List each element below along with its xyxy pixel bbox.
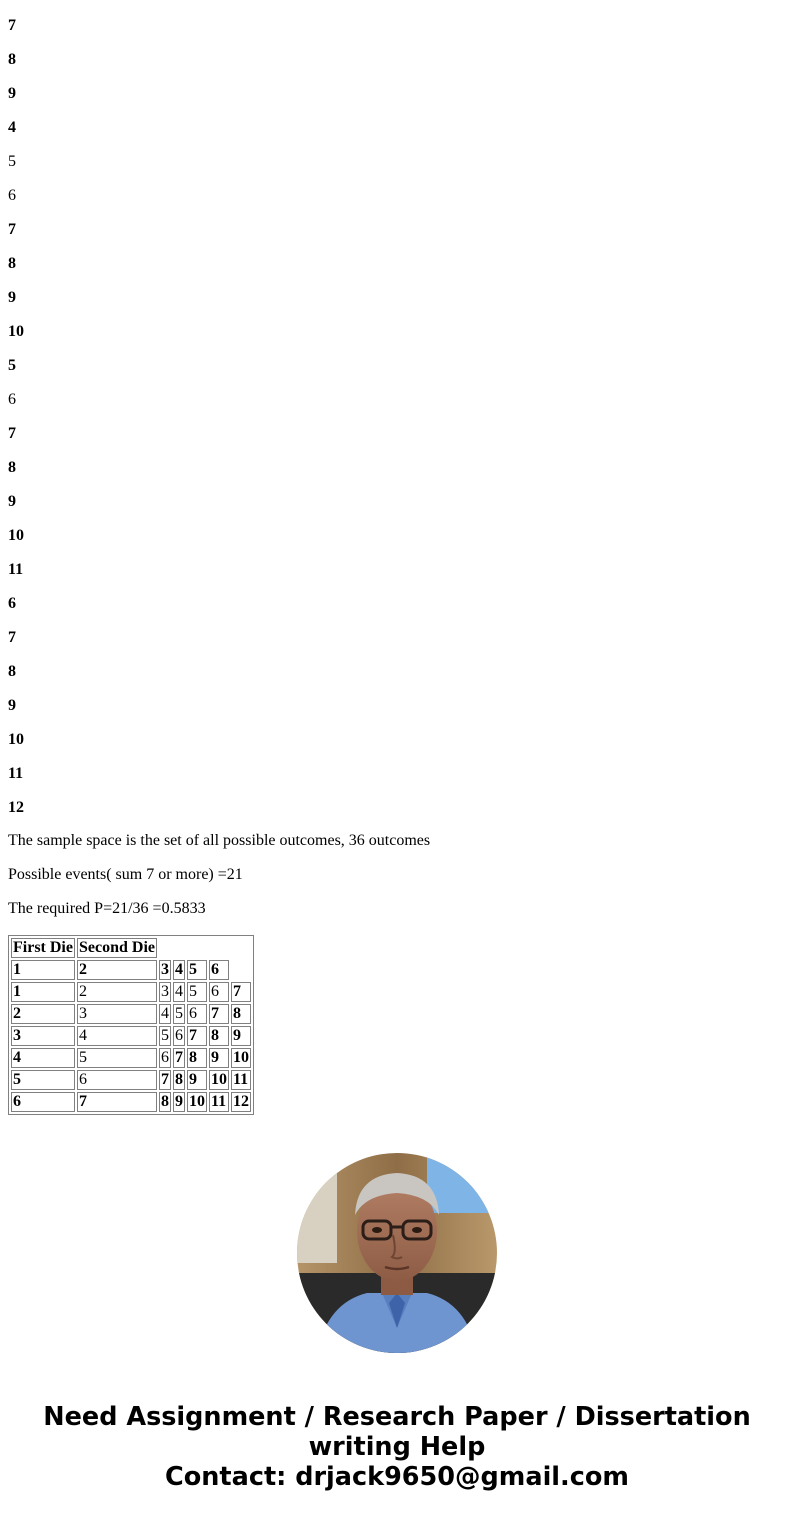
dice-sum-table <box>8 935 254 1115</box>
table-cell: 10 <box>210 1071 227 1088</box>
possible-events-text: Possible events( sum 7 or more) =21 <box>8 866 243 883</box>
footer-contact: Contact: drjack9650@gmail.com <box>165 1462 629 1492</box>
table-cell: 6 <box>160 1049 169 1066</box>
sum-value: 8 <box>8 459 16 476</box>
table-cell: 6 <box>187 1004 207 1024</box>
table-cell: 6 <box>174 1027 183 1044</box>
table-cell: 11 <box>231 1070 251 1090</box>
table-cell: 1 <box>11 982 75 1002</box>
table-cell: 3 <box>160 983 169 1000</box>
sum-value: 9 <box>8 85 16 102</box>
sum-value: 12 <box>8 799 24 816</box>
required-probability-text: The required P=21/36 =0.5833 <box>8 900 206 917</box>
table-cell: 8 <box>174 1071 183 1088</box>
sum-value: 7 <box>8 221 16 238</box>
table-cell: 8 <box>187 1048 207 1068</box>
die-value-cell: 4 <box>174 961 183 978</box>
table-cell: 4 <box>174 983 183 1000</box>
empty-cell <box>231 960 251 980</box>
sum-value: 9 <box>8 493 16 510</box>
footer-line-2: writing Help <box>308 1432 486 1462</box>
table-header-row <box>11 938 251 958</box>
table-cell: 5 <box>174 1005 183 1022</box>
die-value-cell: 1 <box>11 960 75 980</box>
sum-value: 9 <box>8 697 16 714</box>
table-cell: 5 <box>187 982 207 1002</box>
sum-value: 5 <box>8 153 16 170</box>
sum-value: 8 <box>8 255 16 272</box>
table-cell: 8 <box>160 1093 169 1110</box>
die-value-cell: 3 <box>160 961 169 978</box>
table-row <box>11 1092 251 1112</box>
sum-value: 6 <box>8 595 16 612</box>
sum-value: 10 <box>8 731 24 748</box>
table-cell: 7 <box>77 1092 157 1112</box>
table-cell: 4 <box>11 1048 75 1068</box>
table-header-cell: First Die <box>13 939 73 956</box>
sum-value: 10 <box>8 323 24 340</box>
table-cell: 9 <box>187 1070 207 1090</box>
sum-value: 11 <box>8 765 24 782</box>
table-cell: 12 <box>232 1093 249 1110</box>
sum-value: 10 <box>8 527 24 544</box>
sum-value: 8 <box>8 663 16 680</box>
table-row <box>11 982 251 1002</box>
table-cell: 9 <box>231 1026 251 1046</box>
sum-value: 6 <box>8 391 16 408</box>
sum-value: 7 <box>8 425 16 442</box>
sum-value: 7 <box>8 629 16 646</box>
sum-value: 11 <box>8 561 24 578</box>
die-value-cell: 5 <box>187 960 207 980</box>
table-cell: 10 <box>232 1049 249 1066</box>
sum-value: 7 <box>8 17 16 34</box>
table-cell: 2 <box>11 1004 75 1024</box>
die-values-row <box>11 960 251 980</box>
table-cell: 6 <box>11 1092 75 1112</box>
footer-promo <box>0 1402 794 1492</box>
table-cell: 7 <box>231 982 251 1002</box>
table-cell: 8 <box>209 1026 229 1046</box>
table-header-cell: Second Die <box>78 939 155 956</box>
author-avatar <box>297 1153 497 1353</box>
table-cell: 6 <box>77 1070 157 1090</box>
table-cell: 3 <box>11 1026 75 1046</box>
table-row <box>11 1026 251 1046</box>
table-cell: 8 <box>231 1004 251 1024</box>
footer-line-1: Need Assignment / Research Paper / Dissertation <box>43 1402 751 1432</box>
portrait-image <box>297 1153 497 1353</box>
table-cell: 5 <box>160 1027 169 1044</box>
table-row <box>11 1004 251 1024</box>
table-row <box>11 1048 251 1068</box>
table-cell: 5 <box>77 1048 157 1068</box>
sum-value: 5 <box>8 357 16 374</box>
table-cell: 7 <box>187 1026 207 1046</box>
sample-space-text: The sample space is the set of all possible outcomes, 36 outcomes <box>8 832 431 849</box>
sum-value: 9 <box>8 289 16 306</box>
table-cell: 9 <box>174 1093 183 1110</box>
table-cell: 3 <box>77 1004 157 1024</box>
die-value-cell: 6 <box>209 960 229 980</box>
table-cell: 5 <box>11 1070 75 1090</box>
table-cell: 7 <box>160 1071 169 1088</box>
table-cell: 9 <box>209 1048 229 1068</box>
table-row <box>11 1070 251 1090</box>
table-cell: 6 <box>209 982 229 1002</box>
table-cell: 4 <box>160 1005 169 1022</box>
table-cell: 7 <box>209 1004 229 1024</box>
table-cell: 4 <box>77 1026 157 1046</box>
table-cell: 10 <box>188 1093 205 1110</box>
table-cell: 11 <box>209 1092 229 1112</box>
table-cell: 7 <box>174 1049 183 1066</box>
die-value-cell: 2 <box>77 960 157 980</box>
sum-value: 6 <box>8 187 16 204</box>
sum-value: 4 <box>8 119 16 136</box>
sum-value: 8 <box>8 51 16 68</box>
table-cell: 2 <box>77 982 157 1002</box>
